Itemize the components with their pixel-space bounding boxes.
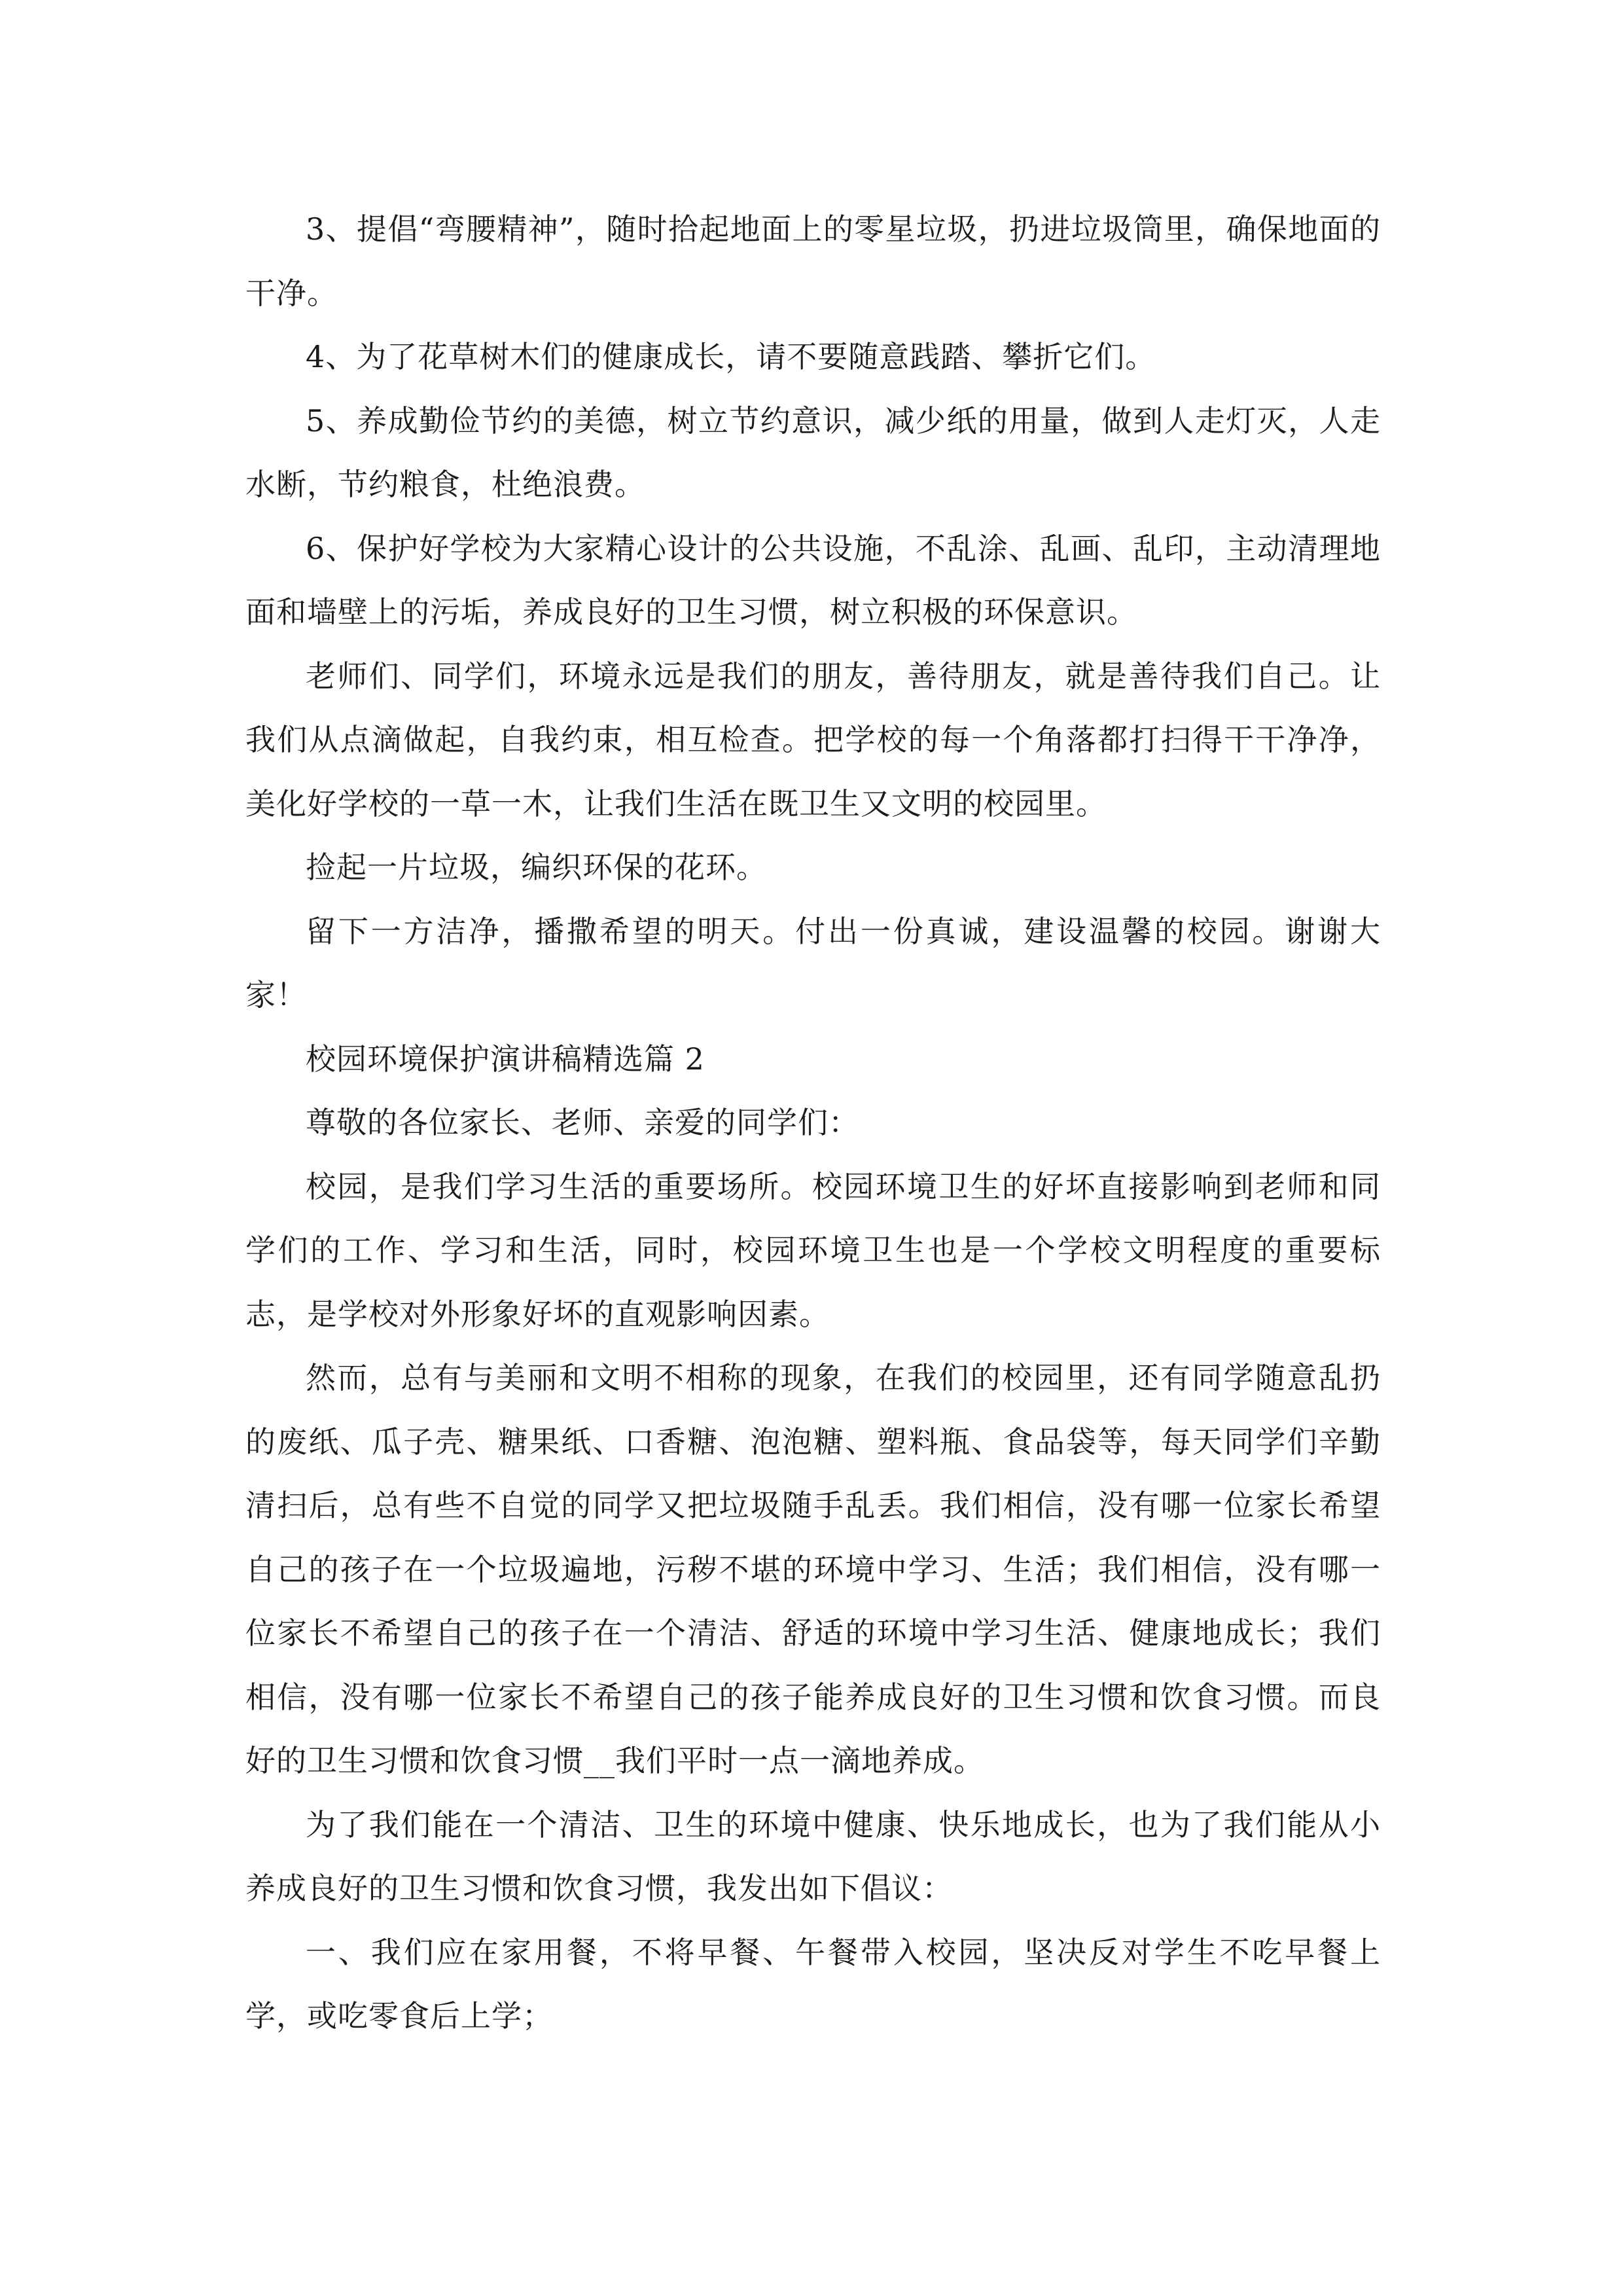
paragraph-item-5: 5、养成勤俭节约的美德，树立节约意识，减少纸的用量，做到人走灯灭，人走水断，节约粮食，杜绝浪费。: [245, 403, 1381, 502]
paragraph-item-4: 4、为了花草树木们的健康成长，请不要随意践踏、攀折它们。: [306, 339, 1156, 374]
paragraph-problem: 然而，总有与美丽和文明不相称的现象，在我们的校园里，还有同学随意乱扔的废纸、瓜子壳、糖果纸、口香糖、泡泡糖、塑料瓶、食品袋等，每天同学们辛勤清扫后，总有些不自觉的同学又把垃圾随手乱丢。我们相信，没有哪一位家长希望自己的孩子在一个垃圾遍地，污秽不堪的环境中学习、生活；我们相信，没有哪一位家长不希望自己的孩子在一个清洁、舒适的环境中学习生活、健康地成长；我们相信，没有哪一位家长不希望自己的孩子能养成良好的卫生习惯和饮食习惯。而良好的卫生习惯和饮食习惯__我们平时一点一滴地养成。: [245, 1360, 1381, 1778]
paragraph-proposal-1: 一、我们应在家用餐，不将早餐、午餐带入校园，坚决反对学生不吃早餐上学，或吃零食后上学；: [245, 1934, 1381, 2034]
paragraph-slogan-2: 留下一方洁净，播撒希望的明天。付出一份真诚，建设温馨的校园。谢谢大家！: [245, 913, 1381, 1013]
paragraph-address-teachers: 老师们、同学们，环境永远是我们的朋友，善待朋友，就是善待我们自己。让我们从点滴做起，自我约束，相互检查。把学校的每一个角落都打扫得干干净净，美化好学校的一草一木，让我们生活在既卫生又文明的校园里。: [245, 658, 1381, 821]
salutation: 尊敬的各位家长、老师、亲爱的同学们：: [306, 1105, 859, 1140]
paragraph-item-3: 3、提倡“弯腰精神”，随时拾起地面上的零星垃圾，扔进垃圾筒里，确保地面的干净。: [245, 211, 1381, 311]
section-title: 校园环境保护演讲稿精选篇 2: [306, 1041, 705, 1077]
paragraph-item-6: 6、保护好学校为大家精心设计的公共设施，不乱涂、乱画、乱印，主动清理地面和墙壁上的污垢，养成良好的卫生习惯，树立积极的环保意识。: [245, 530, 1381, 630]
paragraph-proposal-intro: 为了我们能在一个清洁、卫生的环境中健康、快乐地成长，也为了我们能从小养成良好的卫生习惯和饮食习惯，我发出如下倡议：: [245, 1806, 1381, 1906]
paragraph-campus-importance: 校园，是我们学习生活的重要场所。校园环境卫生的好坏直接影响到老师和同学们的工作、学习和生活，同时，校园环境卫生也是一个学校文明程度的重要标志，是学校对外形象好坏的直观影响因素。: [245, 1168, 1381, 1332]
paragraph-slogan-1: 捡起一片垃圾，编织环保的花环。: [306, 850, 767, 885]
document-body: [245, 198, 1381, 2049]
